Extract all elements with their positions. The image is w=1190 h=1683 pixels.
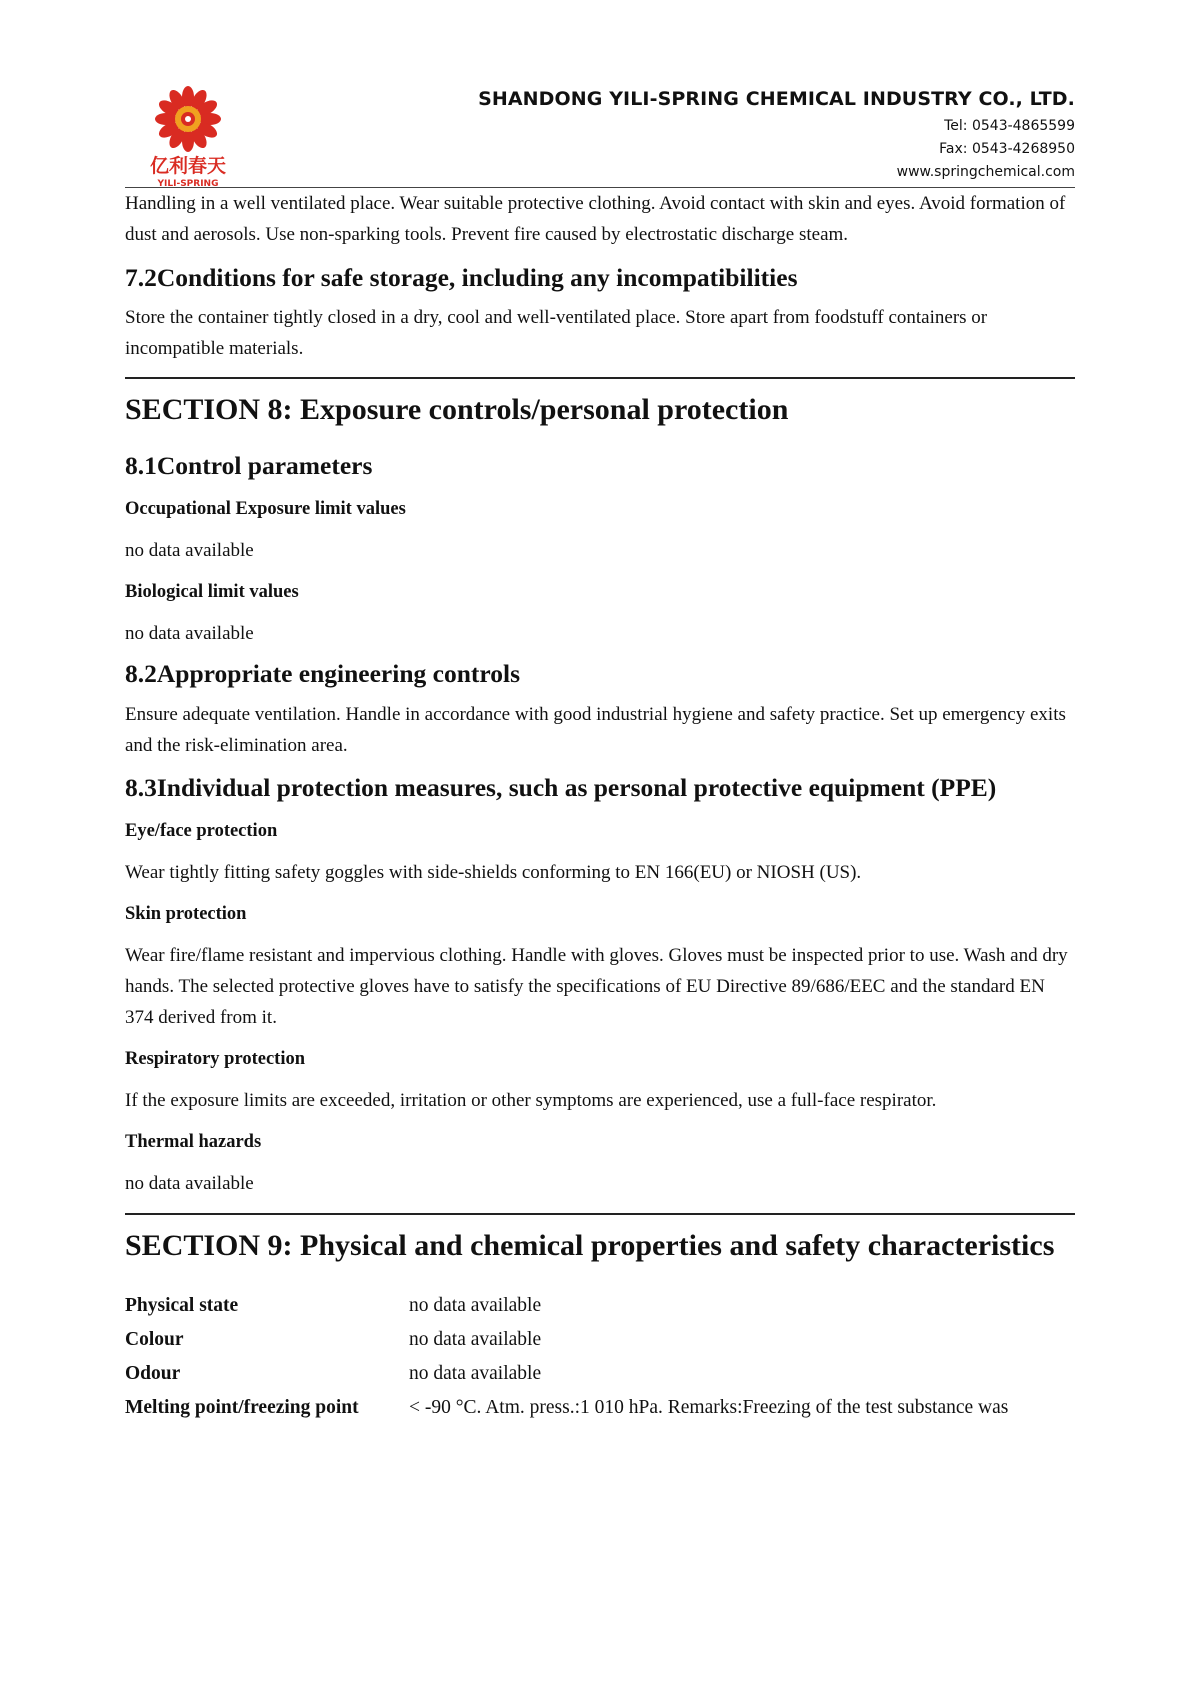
table-row (125, 1391, 1008, 1425)
oel-value: no data available (125, 540, 254, 561)
company-tel: Tel: 0543-4865599 (944, 118, 1075, 134)
property-name: Melting point/freezing point (125, 1397, 359, 1418)
properties-table (125, 1289, 1008, 1425)
table-row (125, 1323, 1008, 1357)
page-header (125, 78, 1075, 188)
respiratory-protection-text: If the exposure limits are exceeded, irritation or other symptoms are experienced, use a full-face respirator. (125, 1090, 937, 1111)
property-value: < -90 °C. Atm. press.:1 010 hPa. Remarks:Freezing of the test substance was (409, 1397, 1009, 1418)
skin-protection-label: Skin protection (125, 904, 247, 924)
eye-protection-text: Wear tightly fitting safety goggles with side-shields conforming to EN 166(EU) or NIOSH (US). (125, 862, 862, 883)
thermal-hazards-label: Thermal hazards (125, 1132, 262, 1152)
property-name: Odour (125, 1363, 181, 1384)
company-website: www.springchemical.com (896, 164, 1075, 180)
table-row (125, 1289, 1008, 1323)
svg-text:YILI-SPRING: YILI-SPRING (157, 179, 219, 188)
company-fax: Fax: 0543-4268950 (939, 141, 1075, 157)
section-8-title: SECTION 8: Exposure controls/personal protection (125, 393, 789, 426)
property-name: Colour (125, 1329, 184, 1350)
blv-label: Biological limit values (125, 582, 299, 602)
heading-7-2: 7.2Conditions for safe storage, including any incompatibilities (125, 263, 798, 292)
svg-text:亿利春天: 亿利春天 (149, 155, 227, 177)
thermal-hazards-value: no data available (125, 1173, 254, 1194)
table-row (125, 1357, 1008, 1391)
company-name: SHANDONG YILI-SPRING CHEMICAL INDUSTRY CO., LTD. (478, 88, 1075, 110)
heading-8-3: 8.3Individual protection measures, such as personal protective equipment (PPE) (125, 773, 997, 802)
engineering-controls-text: Ensure adequate ventilation. Handle in accordance with good industrial hygiene and safety practice. Set up emergency exits and the risk-elimination area. (125, 704, 1066, 756)
property-value: no data available (409, 1295, 542, 1316)
section-divider-9 (125, 1213, 1075, 1215)
skin-protection-text: Wear fire/flame resistant and impervious clothing. Handle with gloves. Gloves must be inspected prior to use. Wash and dry hands. The selected protective gloves have to satisfy the specifications of EU Directive 89/686/EEC and the standard EN 374 derived from it. (125, 945, 1068, 1028)
property-value: no data available (409, 1363, 542, 1384)
page-content (125, 188, 1075, 1425)
section-9-title: SECTION 9: Physical and chemical properties and safety characteristics (125, 1229, 1055, 1262)
company-contact (478, 88, 1075, 180)
property-name: Physical state (125, 1295, 239, 1316)
property-value: no data available (409, 1329, 542, 1350)
handling-text: Handling in a well ventilated place. Wear suitable protective clothing. Avoid contact with skin and eyes. Avoid formation of dust and aerosols. Use non-sparking tools. Prevent fire caused by electrostatic discharge steam. (125, 193, 1066, 245)
company-logo (140, 84, 236, 188)
oel-label: Occupational Exposure limit values (125, 499, 406, 519)
section-divider-8 (125, 377, 1075, 379)
eye-protection-label: Eye/face protection (125, 821, 278, 841)
blv-value: no data available (125, 623, 254, 644)
heading-8-2: 8.2Appropriate engineering controls (125, 659, 521, 688)
heading-8-1: 8.1Control parameters (125, 451, 373, 480)
sun-flower-logo-icon (140, 84, 236, 188)
storage-text: Store the container tightly closed in a dry, cool and well-ventilated place. Store apart from foodstuff containers or incompatible materials. (125, 307, 988, 359)
respiratory-protection-label: Respiratory protection (125, 1049, 305, 1069)
